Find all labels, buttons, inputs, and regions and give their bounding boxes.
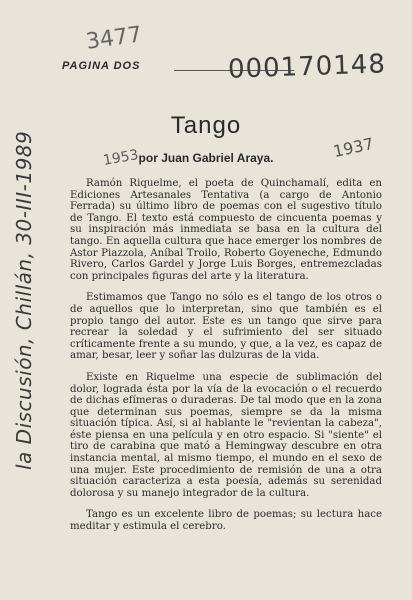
- article-body: [70, 178, 382, 543]
- article-paragraph: Existe en Riquelme una especie de sublimación del dolor, lograda ésta por la vía de la evocación o el recuerdo de dichas efímeras o duraderas. De tal modo que en la zona que determinan sus poemas, siempre se da la misma situación típica. Así, si al hablante le "revientan la cabeza", éste piensa en una película y en otro espacio. Si "siente" el tiro de carabina que mató a Hemingway descubre en otra instancia mental, al mismo tiempo, el mundo en el sexo de una mujer. Este procedimiento de remisión de una a otra situación caracteriza a esta poesía, además su serenidad dolorosa y su manejo integrador de la cultura.: [70, 371, 382, 499]
- handwritten-margin-note: la Discusión, Chillán, 30-III-1989: [12, 130, 36, 470]
- article-title: Tango: [170, 112, 242, 139]
- article-paragraph: Tango es un excelente libro de poemas; su lectura hace meditar y estimula el cerebro.: [70, 509, 382, 533]
- handwritten-archive-code: 000170148: [227, 49, 387, 85]
- page-label: PAGINA DOS: [62, 60, 141, 72]
- handwritten-year-left: 1953: [101, 147, 140, 169]
- article-byline: por Juan Gabriel Araya.: [138, 151, 274, 165]
- handwritten-archive-number: 3477: [84, 22, 144, 55]
- article-paragraph: Estimamos que Tango no sólo es el tango de los otros o de aquellos que lo interpretan, sino que también es el propio tango del autor. Este es un tango que sirve para recrear la soledad y el sufrimiento del ser situado críticamente frente a su mundo, y que, a la vez, es capaz de amar, besar, leer y soñar las dulzuras de la vida.: [70, 292, 382, 362]
- article-paragraph: Ramón Riquelme, el poeta de Quinchamalí, edita en Ediciones Artesanales Tentativa (a cargo de Antonio Ferrada) su último libro de poemas con el sugestivo título de Tango. El texto está compuesto de cincuenta poemas y su inspiración más inmediata se basa en la cultura del tango. En aquella cultura que hace emerger los nombres de Astor Piazzola, Aníbal Troilo, Roberto Goyeneche, Edmundo Rivero, Carlos Gardel y Jorge Luis Borges, entremezcladas con principales figuras del arte y la literatura.: [70, 178, 382, 282]
- handwritten-year-right: 1937: [331, 133, 376, 162]
